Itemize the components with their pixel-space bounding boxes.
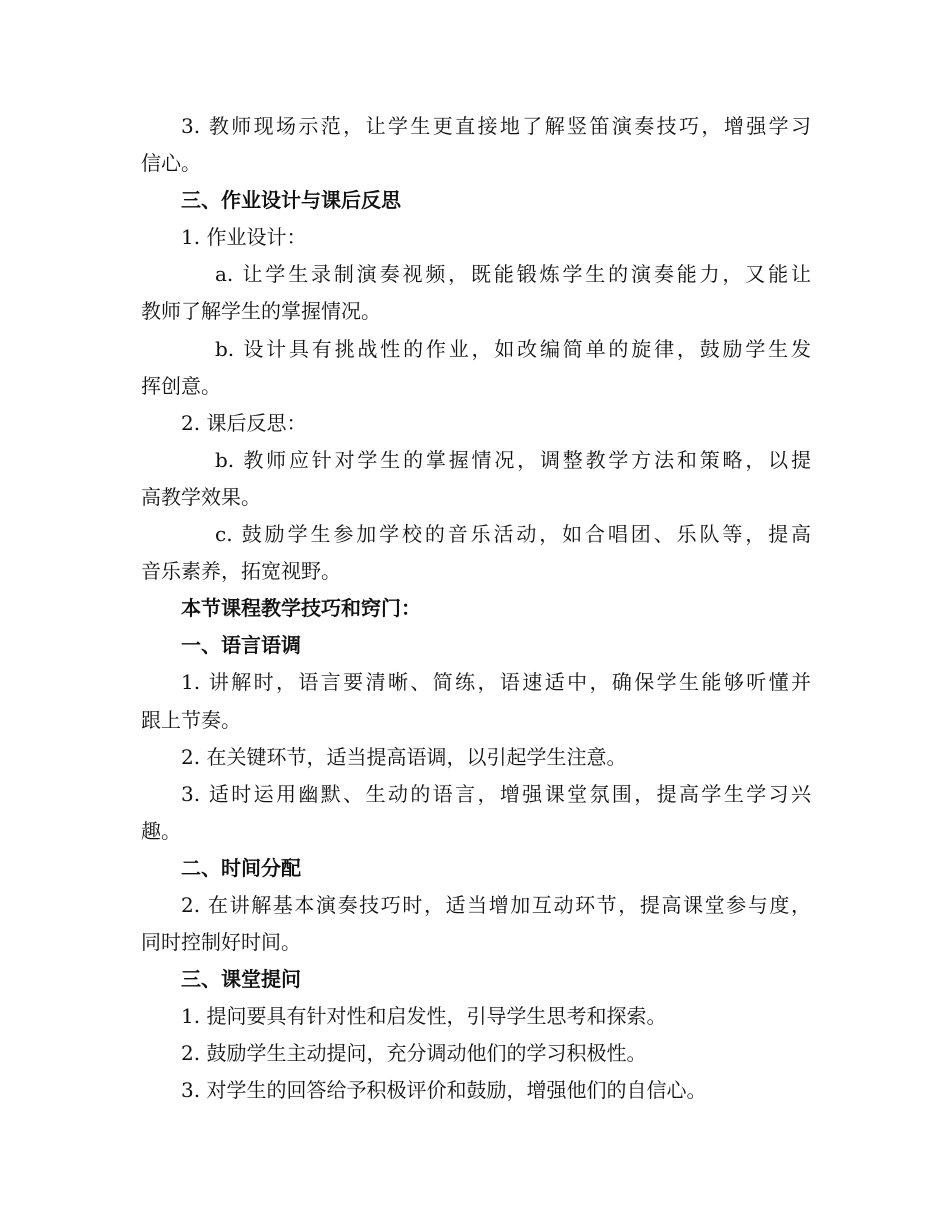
text-line: 2. 课后反思： bbox=[181, 410, 307, 435]
section-heading: 一、语言语调 bbox=[181, 633, 301, 658]
section-heading: 二、时间分配 bbox=[181, 855, 301, 880]
text-line: b. 设计具有挑战性的作业，如改编简单的旋律，鼓励学生发 bbox=[215, 336, 811, 361]
text-line: 同时控制好时间。 bbox=[141, 930, 301, 955]
text-line: 音乐素养，拓宽视野。 bbox=[141, 559, 341, 584]
text-line: 信心。 bbox=[141, 151, 201, 176]
text-line: 2. 鼓励学生主动提问，充分调动他们的学习积极性。 bbox=[181, 1041, 647, 1066]
text-line: 1. 讲解时，语言要清晰、简练，语速适中，确保学生能够听懂并 bbox=[181, 670, 811, 695]
text-line: a. 让学生录制演奏视频，既能锻炼学生的演奏能力，又能让 bbox=[215, 262, 811, 287]
text-line: 高教学效果。 bbox=[141, 484, 261, 509]
text-line: 3. 对学生的回答给予积极评价和鼓励，增强他们的自信心。 bbox=[181, 1078, 707, 1103]
section-heading: 本节课程教学技巧和窍门： bbox=[181, 596, 421, 621]
document-body bbox=[141, 108, 811, 1110]
section-heading: 三、课堂提问 bbox=[181, 967, 301, 992]
text-line: c. 鼓励学生参加学校的音乐活动，如合唱团、乐队等，提高 bbox=[215, 522, 811, 547]
text-line: 挥创意。 bbox=[141, 373, 221, 398]
section-heading: 三、作业设计与课后反思 bbox=[181, 188, 401, 213]
text-line: 2. 在关键环节，适当提高语调，以引起学生注意。 bbox=[181, 744, 627, 769]
text-line: b. 教师应针对学生的掌握情况，调整教学方法和策略，以提 bbox=[215, 447, 811, 472]
text-line: 1. 作业设计： bbox=[181, 225, 307, 250]
text-line: 3. 适时运用幽默、生动的语言，增强课堂氛围，提高学生学习兴 bbox=[181, 781, 811, 806]
text-line: 2. 在讲解基本演奏技巧时，适当增加互动环节，提高课堂参与度， bbox=[181, 892, 811, 917]
text-line: 1. 提问要具有针对性和启发性，引导学生思考和探索。 bbox=[181, 1004, 667, 1029]
text-line: 教师了解学生的掌握情况。 bbox=[141, 299, 381, 324]
text-line: 跟上节奏。 bbox=[141, 707, 241, 732]
text-line: 趣。 bbox=[141, 818, 181, 843]
text-line: 3. 教师现场示范，让学生更直接地了解竖笛演奏技巧，增强学习 bbox=[181, 114, 811, 138]
